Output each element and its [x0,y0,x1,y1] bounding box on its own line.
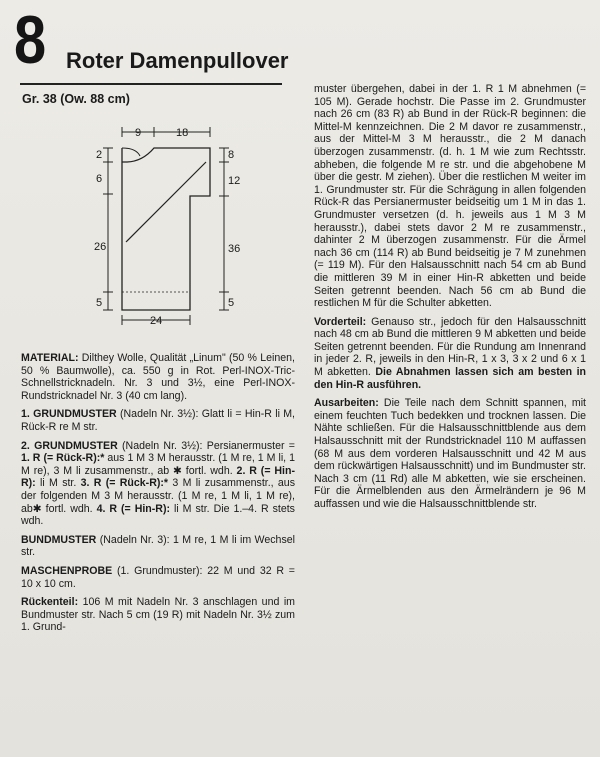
grundmuster-2-paragraph: 2. GRUNDMUSTER (Nadeln Nr. 3½): Persianermuster = 1. R (= Rück-R):* aus 1 M 3 M herausstr. (1 M re, 1 M li, 1 M re), 3 M li zusammenstr., ab ✱ fortl. wdh. 2. R (= Hin-R): li M str. 3. R (= Rück-R):* 3 M li zusammenstr., aus der folgenden M 3 M herausstr. (1 M re, 1 M li, 1 M re), ab✱ fortl. wdh. 4. R (= Hin-R): li M str. Die 1.–4. R stets wdh. [21,439,296,528]
garment-outline [122,148,210,310]
left-column [21,352,295,640]
label-top-left: 9 [135,127,142,139]
label-left-bottom: 5 [96,297,103,309]
page-title: Roter Damenpullover [66,48,289,73]
title-rule [20,83,282,85]
maschenprobe-paragraph: MASCHENPROBE (1. Grundmuster): 22 M und 32 R = 10 x 10 cm. [21,564,295,590]
label-right-top: 12 [228,175,241,187]
label-bottom: 24 [150,315,163,327]
neck-curve [122,148,140,156]
rueckenteil-continued-paragraph: muster übergehen, dabei in der 1. R 1 M abnehmen (= 105 M). Gerade hochstr. Die Passe im 2. Grundmuster nach 26 cm (83 R) ab Bund in der Rück-R beginnen: die Mittel-M kennzeichnen. Die 2 M davor re zusammenstr., aus der Mittel-M 3 M herausstr., die 2 M danach überzogen zusammenstr. (d. h. 1 M wie zum Rechtsstr. abheben, die folgende M re str. und die abgehobene M über die gestr. M ziehen). Über die restlichen M weiter im 1. Grundmuster str. Für die Schrägung in allen folgenden Rück-R das Persianermuster beidseitig um 1 M in das 1. Grundmuster versetzen (d. h. jeweils aus 1 M 3 M herausstr.), dabei stets davor 2 M re zusammenstr., dahinter 2 M überzogen zusammenstr. Für die Ärmel nach 36 cm (114 R) ab Bund beidseitig je 7 M zunehmen (= 119 M). Für den Halsausschnitt nach 54 cm ab Bund die mittleren 39 M in einer Hin-R abketten und beide Seiten getrennt beenden. Nach 56 cm ab Bund die restlichen M für die Schulter abketten. [314,83,586,310]
grundmuster-1-paragraph: 1. GRUNDMUSTER (Nadeln Nr. 3½): Glatt li = Hin-R li M, Rück-R re M str. [21,408,295,433]
label-right-mid: 36 [228,243,241,255]
label-right-bottom: 5 [228,297,235,309]
label-top-right: 18 [176,127,189,139]
ausarbeiten-paragraph: Ausarbeiten: Die Teile nach dem Schnitt spannen, mit einem feuchten Tuch bedekken und trocknen lassen. Die Nähte schließen. Für die Halsausschnittblende aus dem Halsausschnitt mit der Rundstricknadel 110 M auffassen (68 M aus dem vorderen Halsausschnitt und 42 M aus dem rückwärtigen Halsausschnitt) und im Bundmuster str. Nach 3 cm (11 Rd) alle M abketten, wie sie erscheinen. Für die Ärmelblenden aus den Ärmelrändern je 96 M auffassen und wie die Halsausschnittblende str. [314,397,586,510]
size-label: Gr. 38 (Ow. 88 cm) [22,92,130,106]
pattern-diagonal [126,162,206,242]
bundmuster-paragraph: BUNDMUSTER (Nadeln Nr. 3): 1 M re, 1 M li im Wechsel str. [21,533,295,559]
pattern-number: 8 [14,2,47,78]
schematic-diagram [86,118,246,328]
rueckenteil-paragraph: Rückenteil: 106 M mit Nadeln Nr. 3 anschlagen und im Bundmuster str. Nach 5 cm (19 R) mit Nadeln Nr. 3½ zum 1. Grund- [21,596,295,634]
label-left-top: 6 [96,173,103,185]
vorderteil-paragraph: Vorderteil: Genauso str., jedoch für den Halsausschnitt nach 48 cm ab Bund die mittleren 9 M abketten und beide Seiten getrennt beenden. Für die Rundung am Innenrand in jeder 2. R, jeweils in den Hin-R, 1 x 3, 3 x 2 und 6 x 1 M abketten. Die Abnahmen lassen sich am besten in den Hin-R ausführen. [314,315,587,391]
label-left-small: 2 [96,149,103,161]
label-right-top-small: 8 [228,149,235,161]
right-column [314,83,586,517]
label-left-mid: 26 [94,241,107,253]
material-paragraph: MATERIAL: Dilthey Wolle, Qualität „Linum" (50 % Leinen, 50 % Baumwolle), ca. 550 g in Rot. Perl-INOX-Tric-Schnellstricknadeln. Nr. 3 und 3½, eine Perl-INOX-Rundstricknadel Nr. 3 (40 cm lang). [21,352,295,402]
